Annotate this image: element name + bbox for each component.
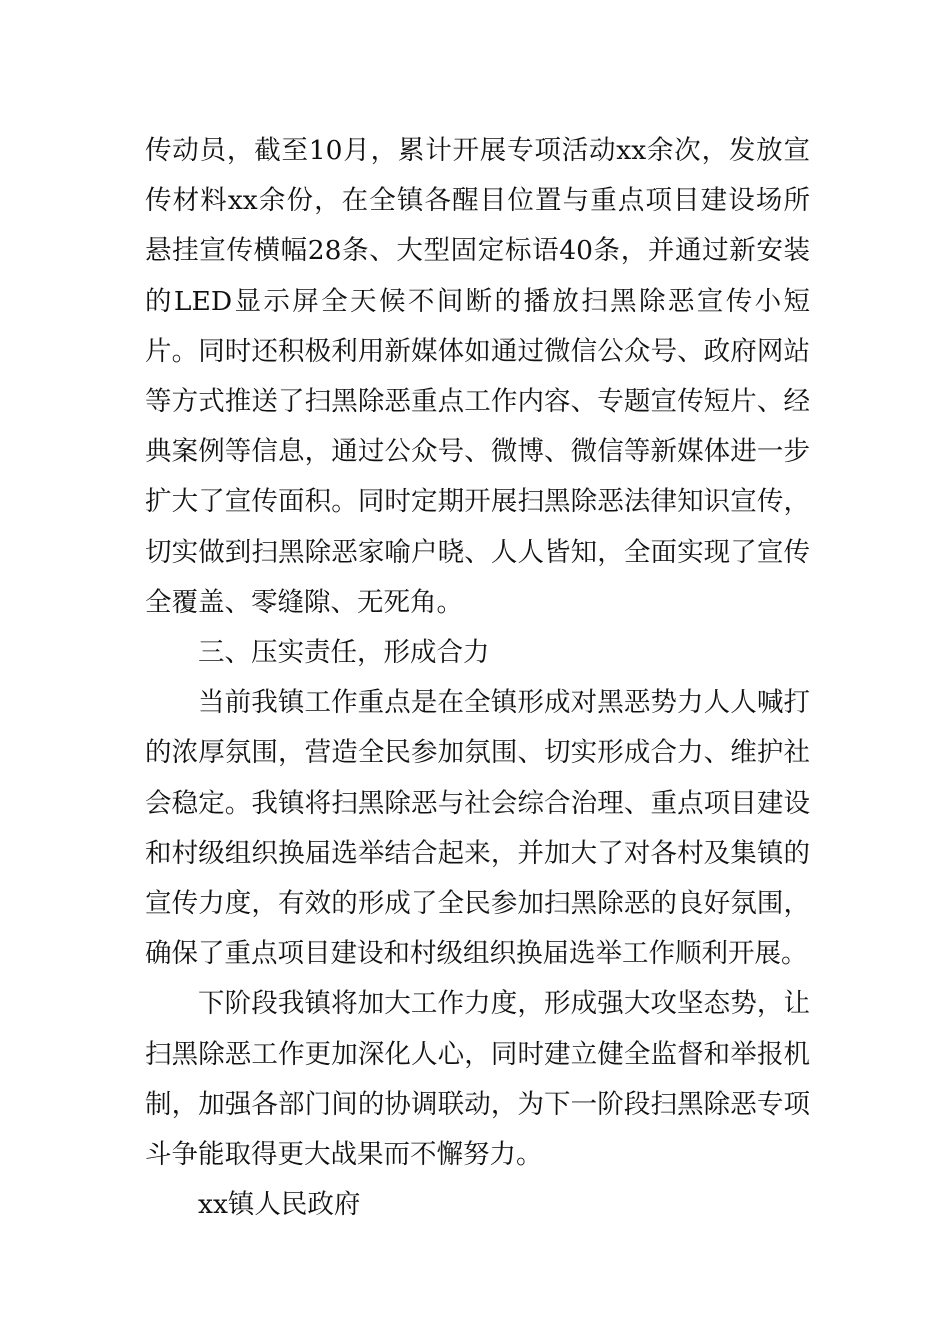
- document-body: [145, 126, 810, 1230]
- signature: xx镇人民政府: [198, 1189, 361, 1221]
- section-heading: 三、压实责任，形成合力: [198, 637, 490, 669]
- continued-paragraph: 传动员，截至10月，累计开展专项活动xx余次，发放宣传材料xx余份，在全镇各醒目位置与重点项目建设场所悬挂宣传横幅28条、大型固定标语40条，并通过新安装的LED显示屏全天候不间断的播放扫黑除恶宣传小短片。同时还积极利用新媒体如通过微信公众号、政府网站等方式推送了扫黑除恶重点工作内容、专题宣传短片、经典案例等信息，通过公众号、微博、微信等新媒体进一步扩大了宣传面积。同时定期开展扫黑除恶法律知识宣传，切实做到扫黑除恶家喻户晓、人人皆知，全面实现了宣传全覆盖、零缝隙、无死角。: [145, 135, 810, 618]
- body-paragraph-2: 当前我镇工作重点是在全镇形成对黑恶势力人人喊打的浓厚氛围，营造全民参加氛围、切实形成合力、维护社会稳定。我镇将扫黑除恶与社会综合治理、重点项目建设和村级组织换届选举结合起来，并加大了对各村及集镇的宣传力度，有效的形成了全民参加扫黑除恶的良好氛围，确保了重点项目建设和村级组织换届选举工作顺利开展。: [145, 687, 810, 970]
- body-paragraph-3: 下阶段我镇将加大工作力度，形成强大攻坚态势，让扫黑除恶工作更加深化人心，同时建立健全监督和举报机制，加强各部门间的协调联动，为下一阶段扫黑除恶专项斗争能取得更大战果而不懈努力。: [145, 988, 810, 1171]
